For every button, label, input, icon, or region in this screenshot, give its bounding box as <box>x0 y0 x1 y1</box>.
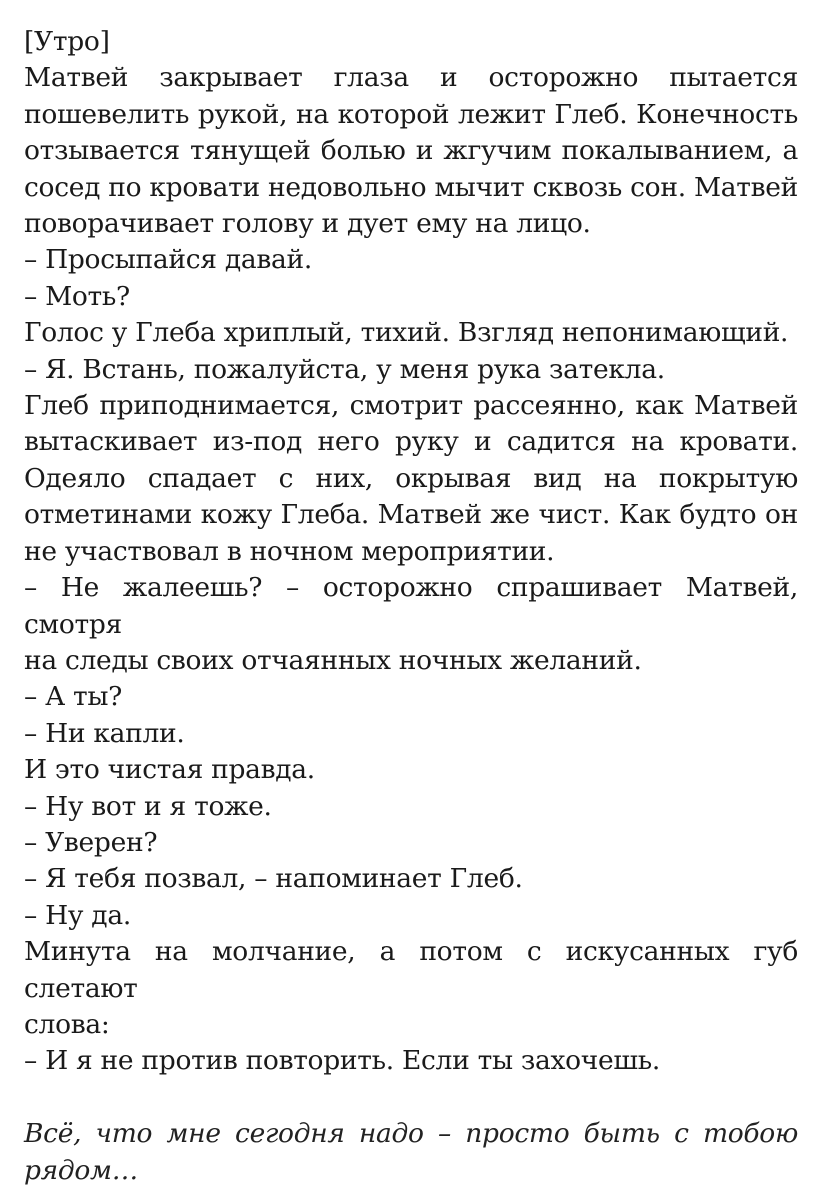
text-line: – Ну вот и я тоже. <box>24 790 272 822</box>
story-page <box>24 24 798 1189</box>
text-line: Голос у Глеба хриплый, тихий. Взгляд непонимающий. <box>24 317 789 349</box>
text-line: – А ты? <box>24 681 123 713</box>
text-line: И это чистая правда. <box>24 754 315 786</box>
text-line: пошевелить рукой, на которой лежит Глеб. Конечность <box>24 98 798 130</box>
text-line: – Я. Встань, пожалуйста, у меня рука затекла. <box>24 353 665 385</box>
text-line: отзывается тянущей болью и жгучим покалыванием, а <box>24 135 798 167</box>
epigraph-line-2: рядом… <box>24 1154 138 1186</box>
text-line: [Утро] <box>24 26 110 57</box>
text-line: вытаскивает из-под него руку и садится на кровати. <box>24 426 798 458</box>
text-line: – Ни капли. <box>24 717 185 749</box>
text-line: на следы своих отчаянных ночных желаний. <box>24 644 642 676</box>
text-line: – Ну да. <box>24 899 131 931</box>
text-line: – Моть? <box>24 280 130 312</box>
text-line: – Я тебя позвал, – напоминает Глеб. <box>24 863 523 895</box>
text-line: поворачивает голову и дует ему на лицо. <box>24 208 591 240</box>
text-line: – Просыпайся давай. <box>24 244 312 276</box>
text-line: – Не жалеешь? – осторожно спрашивает Матвей, смотря <box>24 572 798 640</box>
blank-line <box>24 1080 798 1116</box>
text-line: отметинами кожу Глеба. Матвей же чист. Как будто он <box>24 499 798 531</box>
story-body <box>24 24 798 1080</box>
text-line: – Уверен? <box>24 826 158 858</box>
text-line: сосед по кровати недовольно мычит сквозь сон. Матвей <box>24 171 798 203</box>
text-line: Одеяло спадает с них, окрывая вид на покрытую <box>24 462 798 494</box>
epigraph-line-1: Всё, что мне сегодня надо – просто быть с тобою <box>24 1118 798 1150</box>
text-line: – И я не против повторить. Если ты захочешь. <box>24 1045 660 1077</box>
text-line: слова: <box>24 1008 110 1040</box>
text-line: не участвовал в ночном мероприятии. <box>24 535 555 567</box>
text-line: Матвей закрывает глаза и осторожно пытается <box>24 62 798 94</box>
text-line: Глеб приподнимается, смотрит рассеянно, как Матвей <box>24 390 798 422</box>
text-line: Минута на молчание, а потом с искусанных губ слетают <box>24 936 798 1004</box>
